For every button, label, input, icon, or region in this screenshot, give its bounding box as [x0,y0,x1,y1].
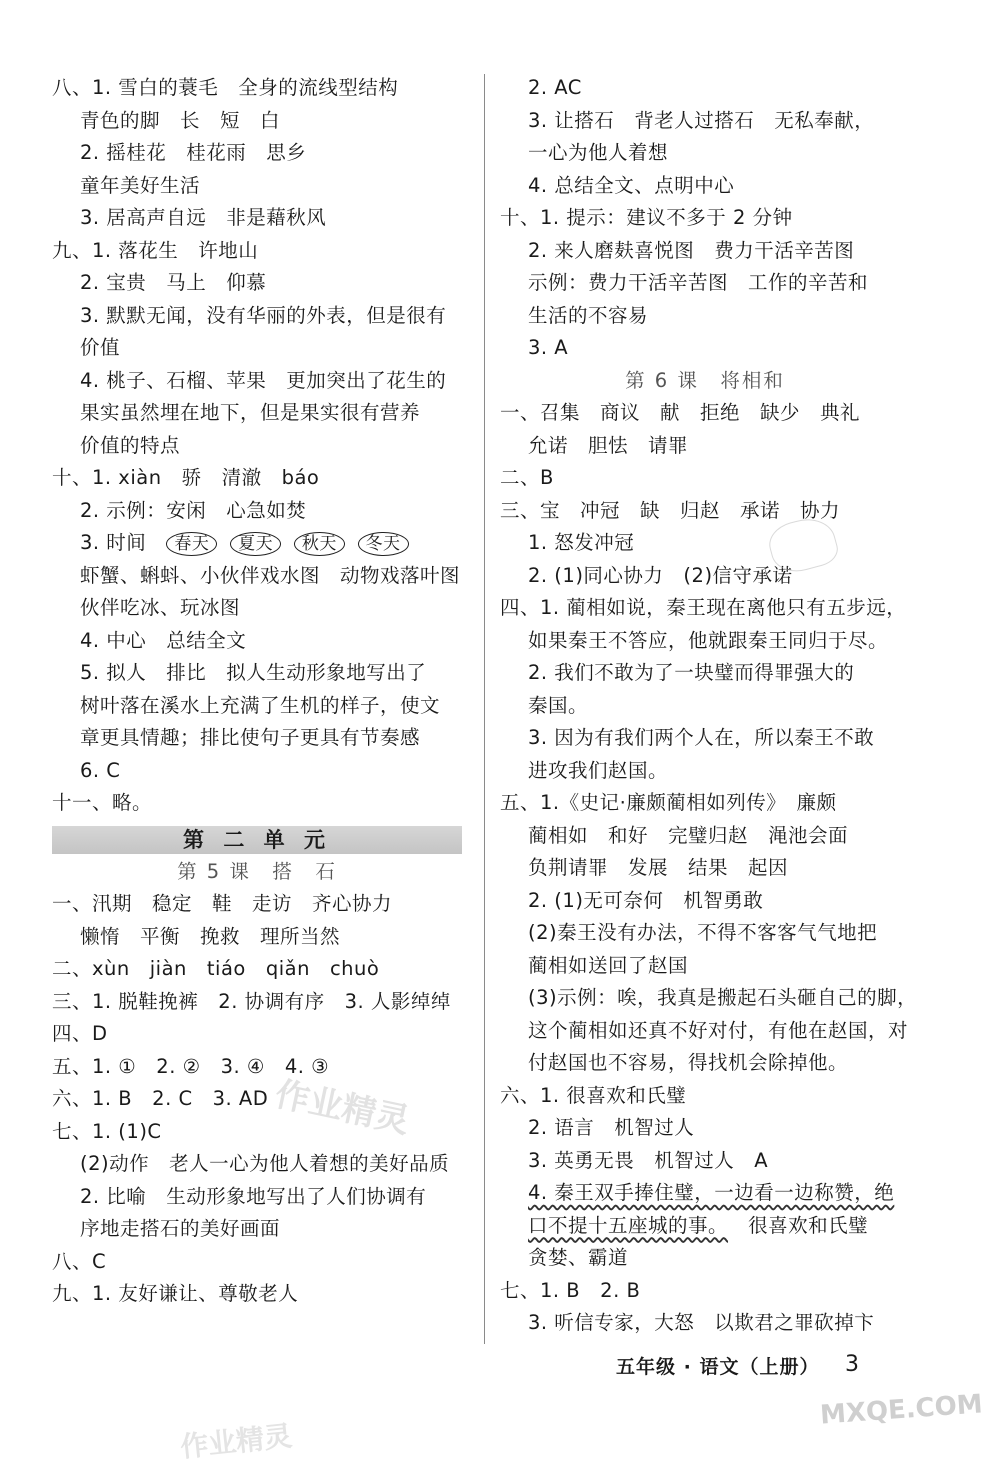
answer-line: 九、1. 落花生 许地山 [52,238,259,262]
answer-line: 2. 示例：安闲 心急如焚 [80,498,307,522]
lesson-title: 第 5 课 搭 石 [177,859,337,883]
answer-line: 6. C [80,758,121,782]
answer-line: 蔺相如送回了赵国 [528,953,689,977]
column-divider [484,74,485,1344]
page-number: 3 [845,1352,859,1377]
season-ellipse: 夏天 [230,532,281,556]
answer-line: 2. (1)同心协力 (2)信守承诺 [528,563,793,587]
answer-line: 如果秦王不答应，他就跟秦王同归于尽。 [528,628,889,652]
season-ellipse: 秋天 [294,532,345,556]
answer-line: 二、xùn jiàn tiáo qiǎn chuò [52,957,380,980]
answer-line: 这个蔺相如还真不好对付，有他在赵国，对 [528,1018,909,1042]
lesson-title: 第 6 课 将相和 [625,368,785,392]
answer-line: 果实虽然埋在地下，但是果实很有营养 [80,401,421,424]
answer-line: 2. AC [528,76,582,99]
answer-line: 四、D [52,1022,108,1045]
answer-line: 3. 听信专家，大怒 以欺君之罪砍掉卞 [528,1311,875,1334]
answer-line: 懒惰 平衡 挽救 理所当然 [80,924,341,948]
answer-line: (3)示例：唉，我真是搬起石头砸自己的脚， [528,986,918,1009]
answer-line: 2. 我们不敢为了一块璧而得罪强大的 [528,661,855,684]
answer-line-prefix: 3. 时间 [80,531,147,554]
answer-line: 十、1. 提示：建议不多于 2 分钟 [500,206,793,229]
answer-line: 4. 总结全文、点明中心 [528,173,735,197]
answer-line: 六、1. 很喜欢和氏璧 [500,1083,687,1107]
answer-line: 一、汛期 稳定 鞋 走访 齐心协力 [52,892,393,915]
right-column [500,72,918,1340]
answer-line: 章更具情趣；排比使句子更具有节奏感 [80,726,421,749]
footer-grade-subject: 五年级 · 语文（上册） [616,1356,820,1378]
answer-line: 允诺 胆怯 请罪 [528,433,689,457]
answer-line: 童年美好生活 [80,173,201,197]
answer-line: 九、1. 友好谦让、尊敬老人 [52,1282,299,1305]
answer-line: (2)动作 老人一心为他人着想的美好品质 [80,1152,450,1175]
answer-line: 2. 来人磨麸喜悦图 费力干活辛苦图 [528,238,855,262]
answer-line: 十、1. xiàn 骄 清澈 báo [52,466,320,489]
answer-line: 生活的不容易 [528,303,649,327]
answer-line: 一心为他人着想 [528,141,669,164]
answer-line: 价值 [80,336,121,359]
answer-line: 八、1. 雪白的蓑毛 全身的流线型结构 [52,76,399,99]
answer-line: 进攻我们赵国。 [528,758,669,782]
answer-line: 3. 因为有我们两个人在，所以秦王不敢 [528,726,875,749]
answer-line: 二、B [500,466,554,489]
answer-line: 2. 比喻 生动形象地写出了人们协调有 [80,1184,427,1208]
underlined-answer-text: 口不提十五座城的事。 [528,1213,729,1237]
unit-banner: 第 二 单 元 [52,826,462,854]
answer-line: 3. A [528,336,569,359]
answer-line: 3. 默默无闻，没有华丽的外表，但是很有 [80,303,447,327]
answer-line: (2)秦王没有办法，不得不客客气气地把 [528,921,878,944]
answer-line: 4. 桃子、石榴、苹果 更加突出了花生的 [80,368,447,392]
answer-line: 七、1. B 2. B [500,1278,641,1302]
seasons-line [52,527,462,560]
answer-line: 2. 语言 机智过人 [528,1116,695,1139]
answer-line: 3. 让搭石 背老人过搭石 无私奉献， [528,108,875,132]
watermark: 作业精灵 [271,1074,413,1142]
answer-line: 5. 拟人 排比 拟人生动形象地写出了 [80,661,427,684]
answer-line: 五、1. ① 2. ② 3. ④ 4. ③ [52,1054,330,1078]
site-watermark: MXQE.COM [819,1389,984,1431]
answer-line: 序地走搭石的美好画面 [80,1217,281,1240]
answer-line: 伙伴吃冰、玩冰图 [80,596,241,619]
answer-line: 三、1. 脱鞋挽裤 2. 协调有序 3. 人影绰绰 [52,989,451,1013]
answer-line: 十一、略。 [52,791,153,814]
answer-line: 2. (1)无可奈何 机智勇敢 [528,888,764,912]
answer-line: 青色的脚 长 短 白 [80,108,281,132]
answer-line: 秦国。 [528,693,589,717]
underlined-answer-line: 4. 秦王双手捧住璧，一边看一边称赞，绝 [528,1181,895,1204]
answer-line: 三、宝 冲冠 缺 归赵 承诺 协力 [500,498,841,522]
answer-line: 2. 摇桂花 桂花雨 思乡 [80,141,307,164]
answer-line: 七、1. (1)C [52,1119,162,1143]
answer-line: 蔺相如 和好 完璧归赵 渑池会面 [528,823,849,847]
season-ellipse: 春天 [166,532,217,556]
answer-line: 付赵国也不容易，得找机会除掉他。 [528,1051,849,1074]
answer-line: 虾蟹、蝌蚪、小伙伴戏水图 动物戏落叶图 [80,563,461,587]
watermark: 作业精灵 [178,1419,294,1464]
answer-line: 3. 居高声自远 非是藉秋风 [80,206,327,229]
answer-line: 3. 英勇无畏 机智过人 A [528,1148,769,1172]
answer-line: 贪婪、霸道 [528,1246,629,1269]
answer-text: 很喜欢和氏璧 [748,1213,869,1237]
answer-line: 价值的特点 [80,433,181,457]
answer-line: 六、1. B 2. C 3. AD [52,1087,269,1110]
answer-line: 五、1.《史记·廉颇蔺相如列传》 廉颇 [500,791,837,814]
answer-line: 四、1. 蔺相如说，秦王现在离他只有五步远， [500,596,907,619]
answer-line: 负荆请罪 发展 结果 起因 [528,856,789,879]
season-ellipse: 冬天 [358,532,409,556]
answer-line: 2. 宝贵 马上 仰慕 [80,271,267,294]
mixed-answer-line [500,1210,910,1243]
answer-line: 树叶落在溪水上充满了生机的样子，使文 [80,693,441,717]
answer-line: 示例：费力干活辛苦图 工作的辛苦和 [528,271,869,294]
answer-line: 1. 怒发冲冠 [528,531,635,554]
answer-line: 一、召集 商议 献 拒绝 缺少 典礼 [500,401,861,424]
answer-line: 4. 中心 总结全文 [80,628,247,652]
answer-line: 八、C [52,1249,107,1273]
